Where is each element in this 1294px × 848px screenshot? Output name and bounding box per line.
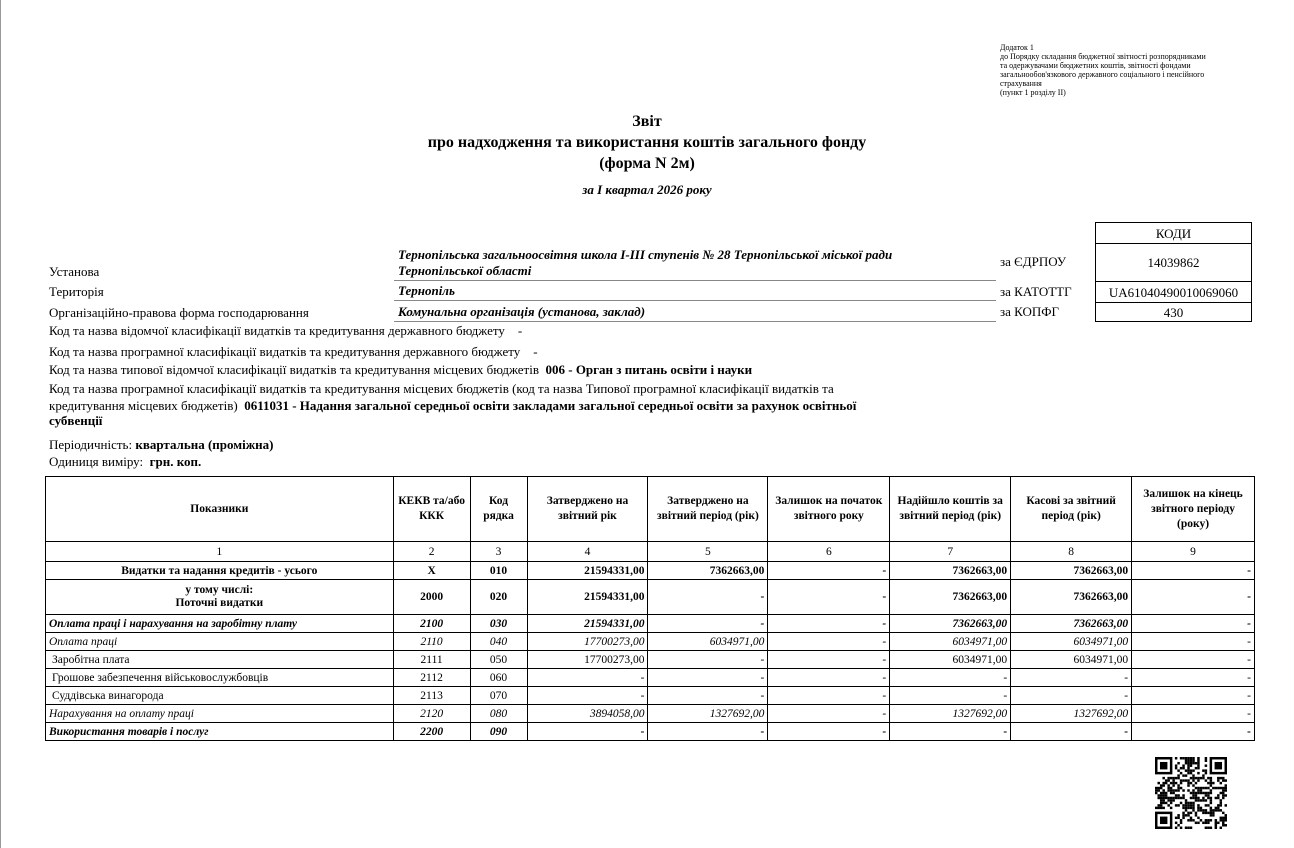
table-cell: 1327692,00 bbox=[890, 705, 1011, 723]
table-cell: - bbox=[648, 580, 768, 615]
table-cell: 6034971,00 bbox=[648, 633, 768, 651]
legal-form-label: Організаційно-правова форма господарювання bbox=[49, 305, 309, 320]
table-cell: - bbox=[648, 723, 768, 741]
table-cell: 060 bbox=[470, 669, 527, 687]
table-cell: 7362663,00 bbox=[890, 562, 1011, 580]
table-row bbox=[46, 669, 1255, 687]
column-number: 9 bbox=[1132, 542, 1255, 562]
table-body bbox=[46, 562, 1255, 741]
table-cell: Грошове забезпечення військовослужбовців bbox=[46, 669, 394, 687]
table-cell: 7362663,00 bbox=[1011, 562, 1132, 580]
typical-dept-label: Код та назва типової відомчої класифікації видатків та кредитування місцевих бюджетів bbox=[49, 362, 539, 377]
table-cell: 7362663,00 bbox=[1011, 615, 1132, 633]
territory-underline bbox=[394, 300, 996, 301]
col-header: Касові за звітний період (рік) bbox=[1011, 477, 1132, 542]
column-number: 3 bbox=[470, 542, 527, 562]
table-cell: - bbox=[768, 687, 890, 705]
table-cell: - bbox=[768, 705, 890, 723]
report-table bbox=[45, 476, 1255, 741]
legal-form-underline bbox=[394, 321, 996, 322]
table-cell: 6034971,00 bbox=[1011, 651, 1132, 669]
report-subtitle: про надходження та використання коштів загального фонду bbox=[427, 134, 867, 151]
unit-line bbox=[49, 454, 201, 470]
table-cell: 050 bbox=[470, 651, 527, 669]
table-cell: 070 bbox=[470, 687, 527, 705]
table-cell: Оплата праці і нарахування на заробітну плату bbox=[46, 615, 394, 633]
table-cell: 6034971,00 bbox=[890, 633, 1011, 651]
appendix-line: до Порядку складання бюджетної звітності розпорядниками bbox=[1000, 52, 1206, 61]
appendix-line: Додаток 1 bbox=[1000, 43, 1034, 52]
col-header: Надійшло коштів за звітний період (рік) bbox=[890, 477, 1011, 542]
table-cell: - bbox=[1011, 687, 1132, 705]
table-cell: 7362663,00 bbox=[1011, 580, 1132, 615]
table-cell: Використання товарів і послуг bbox=[46, 723, 394, 741]
table-cell: - bbox=[1132, 562, 1255, 580]
appendix-line: та одержувачами бюджетних коштів, звітності фондами bbox=[1000, 61, 1191, 70]
table-cell: - bbox=[648, 651, 768, 669]
table-row bbox=[46, 615, 1255, 633]
periodicity-line bbox=[49, 437, 273, 453]
unit-label: Одиниця виміру: bbox=[49, 454, 144, 469]
table-cell: - bbox=[1132, 687, 1255, 705]
periodicity-value: квартальна (проміжна) bbox=[135, 437, 274, 452]
table-cell: - bbox=[768, 633, 890, 651]
dept-class-value: - bbox=[517, 323, 523, 338]
periodicity-label: Періодичність: bbox=[49, 437, 133, 452]
institution-label: Установа bbox=[49, 264, 100, 279]
table-cell: 7362663,00 bbox=[890, 580, 1011, 615]
table-cell: 7362663,00 bbox=[890, 615, 1011, 633]
kopfg-code: 430 bbox=[1095, 302, 1252, 322]
local-prog-value-line1: 0611031 - Надання загальної середньої освіти закладами загальної середньої освіти за рахунок освітньої bbox=[244, 398, 857, 413]
institution-name-line2: Тернопільської області bbox=[398, 263, 532, 278]
prog-class-value: - bbox=[533, 344, 538, 359]
table-row bbox=[46, 705, 1255, 723]
territory-label: Територія bbox=[49, 284, 104, 299]
appendix-line: загальнообов'язкового державного соціального і пенсійного bbox=[1000, 70, 1205, 79]
table-cell: 17700273,00 bbox=[527, 651, 648, 669]
institution-name-line1: Тернопільська загальноосвітня школа І-ІІІ ступенів № 28 Тернопільської міської ради bbox=[398, 247, 893, 262]
table-cell: - bbox=[648, 687, 768, 705]
column-number: 8 bbox=[1011, 542, 1132, 562]
qr-code-icon bbox=[1155, 757, 1227, 829]
column-numbers-row bbox=[46, 542, 1255, 562]
table-cell: - bbox=[648, 669, 768, 687]
column-number: 5 bbox=[648, 542, 768, 562]
katottg-label: за КАТОТТГ bbox=[1000, 284, 1072, 299]
table-cell: Нарахування на оплату праці bbox=[46, 705, 394, 723]
table-row bbox=[46, 651, 1255, 669]
local-prog-label-line2: кредитування місцевих бюджетів) bbox=[49, 398, 238, 413]
table-row bbox=[46, 633, 1255, 651]
table-cell: 2000 bbox=[393, 580, 470, 615]
table-cell: 6034971,00 bbox=[890, 651, 1011, 669]
typical-dept-line bbox=[49, 362, 752, 378]
table-cell: 2111 bbox=[393, 651, 470, 669]
codes-header: КОДИ bbox=[1095, 222, 1252, 244]
table-cell: Суддівська винагорода bbox=[46, 687, 394, 705]
table-cell: - bbox=[768, 580, 890, 615]
column-number: 7 bbox=[890, 542, 1011, 562]
col-header: Затверджено на звітний період (рік) bbox=[648, 477, 768, 542]
table-cell: - bbox=[1011, 723, 1132, 741]
prog-class-line bbox=[49, 344, 538, 360]
table-cell: - bbox=[768, 669, 890, 687]
table-cell: - bbox=[1132, 633, 1255, 651]
table-cell: 2100 bbox=[393, 615, 470, 633]
table-cell: - bbox=[890, 723, 1011, 741]
katottg-code: UA61040490010069060 bbox=[1095, 281, 1252, 303]
table-cell: 3894058,00 bbox=[527, 705, 648, 723]
table-cell: - bbox=[1011, 669, 1132, 687]
column-number: 2 bbox=[393, 542, 470, 562]
table-cell: 2112 bbox=[393, 669, 470, 687]
edrpou-code: 14039862 bbox=[1095, 243, 1252, 282]
col-header: Показники bbox=[46, 477, 394, 542]
table-cell: 2200 bbox=[393, 723, 470, 741]
local-prog-value-line2: субвенції bbox=[49, 413, 103, 428]
column-number: 6 bbox=[768, 542, 890, 562]
appendix-line: (пункт 1 розділу ІІ) bbox=[1000, 88, 1066, 97]
table-row bbox=[46, 562, 1255, 580]
table-cell: - bbox=[1132, 705, 1255, 723]
col-header: Залишок на кінець звітного періоду (року) bbox=[1132, 477, 1255, 542]
table-cell: 2120 bbox=[393, 705, 470, 723]
table-cell: - bbox=[768, 615, 890, 633]
dept-class-label: Код та назва відомчої класифікації видатків та кредитування державного бюджету bbox=[49, 323, 505, 338]
table-cell: Видатки та надання кредитів - усього bbox=[46, 562, 394, 580]
local-prog-line2 bbox=[49, 398, 856, 414]
kopfg-label: за КОПФГ bbox=[1000, 304, 1060, 319]
table-cell: 040 bbox=[470, 633, 527, 651]
appendix-note bbox=[1000, 43, 1250, 97]
table-cell: 6034971,00 bbox=[1011, 633, 1132, 651]
column-number: 4 bbox=[527, 542, 648, 562]
table-cell: Заробітна плата bbox=[46, 651, 394, 669]
col-header: Код рядка bbox=[470, 477, 527, 542]
typical-dept-value: 006 - Орган з питань освіти і науки bbox=[545, 362, 753, 377]
edrpou-label: за ЄДРПОУ bbox=[1000, 254, 1067, 269]
table-cell: - bbox=[1132, 723, 1255, 741]
report-title: Звіт bbox=[632, 113, 662, 130]
table-cell: - bbox=[527, 669, 648, 687]
table-cell: - bbox=[768, 723, 890, 741]
table-cell: 7362663,00 bbox=[648, 562, 768, 580]
table-cell: - bbox=[890, 687, 1011, 705]
table-cell: Оплата праці bbox=[46, 633, 394, 651]
dept-class-line bbox=[49, 323, 522, 339]
col-header: Залишок на початок звітного року bbox=[768, 477, 890, 542]
report-form: (форма N 2м) bbox=[599, 155, 695, 172]
table-cell: 1327692,00 bbox=[648, 705, 768, 723]
local-prog-label-line1: Код та назва програмної класифікації видатків та кредитування місцевих бюджетів (код та назва Типової програмної класифікації видатків та bbox=[49, 381, 834, 396]
table-cell: - bbox=[648, 615, 768, 633]
report-period: за I квартал 2026 року bbox=[582, 182, 712, 197]
legal-form-value: Комунальна організація (установа, заклад) bbox=[398, 304, 646, 319]
table-header-row bbox=[46, 477, 1255, 542]
col-header: Затверджено на звітний рік bbox=[527, 477, 648, 542]
table-cell: 1327692,00 bbox=[1011, 705, 1132, 723]
table-cell: 2113 bbox=[393, 687, 470, 705]
table-cell: 2110 bbox=[393, 633, 470, 651]
table-cell: 21594331,00 bbox=[527, 562, 648, 580]
table-cell: - bbox=[1132, 580, 1255, 615]
table-cell: 010 bbox=[470, 562, 527, 580]
table-cell: 020 bbox=[470, 580, 527, 615]
table-cell: 17700273,00 bbox=[527, 633, 648, 651]
table-cell: - bbox=[768, 651, 890, 669]
institution-underline bbox=[394, 280, 996, 281]
col-header: КЕКВ та/або ККК bbox=[393, 477, 470, 542]
table-cell: X bbox=[393, 562, 470, 580]
table-cell: 21594331,00 bbox=[527, 615, 648, 633]
table-cell: 080 bbox=[470, 705, 527, 723]
table-cell: 090 bbox=[470, 723, 527, 741]
appendix-line: страхування bbox=[1000, 79, 1042, 88]
table-cell: - bbox=[527, 723, 648, 741]
table-cell: - bbox=[890, 669, 1011, 687]
table-row bbox=[46, 580, 1255, 615]
table-cell: - bbox=[527, 687, 648, 705]
prog-class-label: Код та назва програмної класифікації видатків та кредитування державного бюджету bbox=[49, 344, 521, 359]
table-row bbox=[46, 723, 1255, 741]
table-cell: - bbox=[768, 562, 890, 580]
table-cell: - bbox=[1132, 669, 1255, 687]
table-cell: у тому числі: Поточні видатки bbox=[46, 580, 394, 615]
table-cell: - bbox=[1132, 615, 1255, 633]
table-cell: 030 bbox=[470, 615, 527, 633]
unit-value: грн. коп. bbox=[149, 454, 202, 469]
table-cell: - bbox=[1132, 651, 1255, 669]
column-number: 1 bbox=[46, 542, 394, 562]
table-cell: 21594331,00 bbox=[527, 580, 648, 615]
table-row bbox=[46, 687, 1255, 705]
territory-value: Тернопіль bbox=[398, 283, 455, 298]
